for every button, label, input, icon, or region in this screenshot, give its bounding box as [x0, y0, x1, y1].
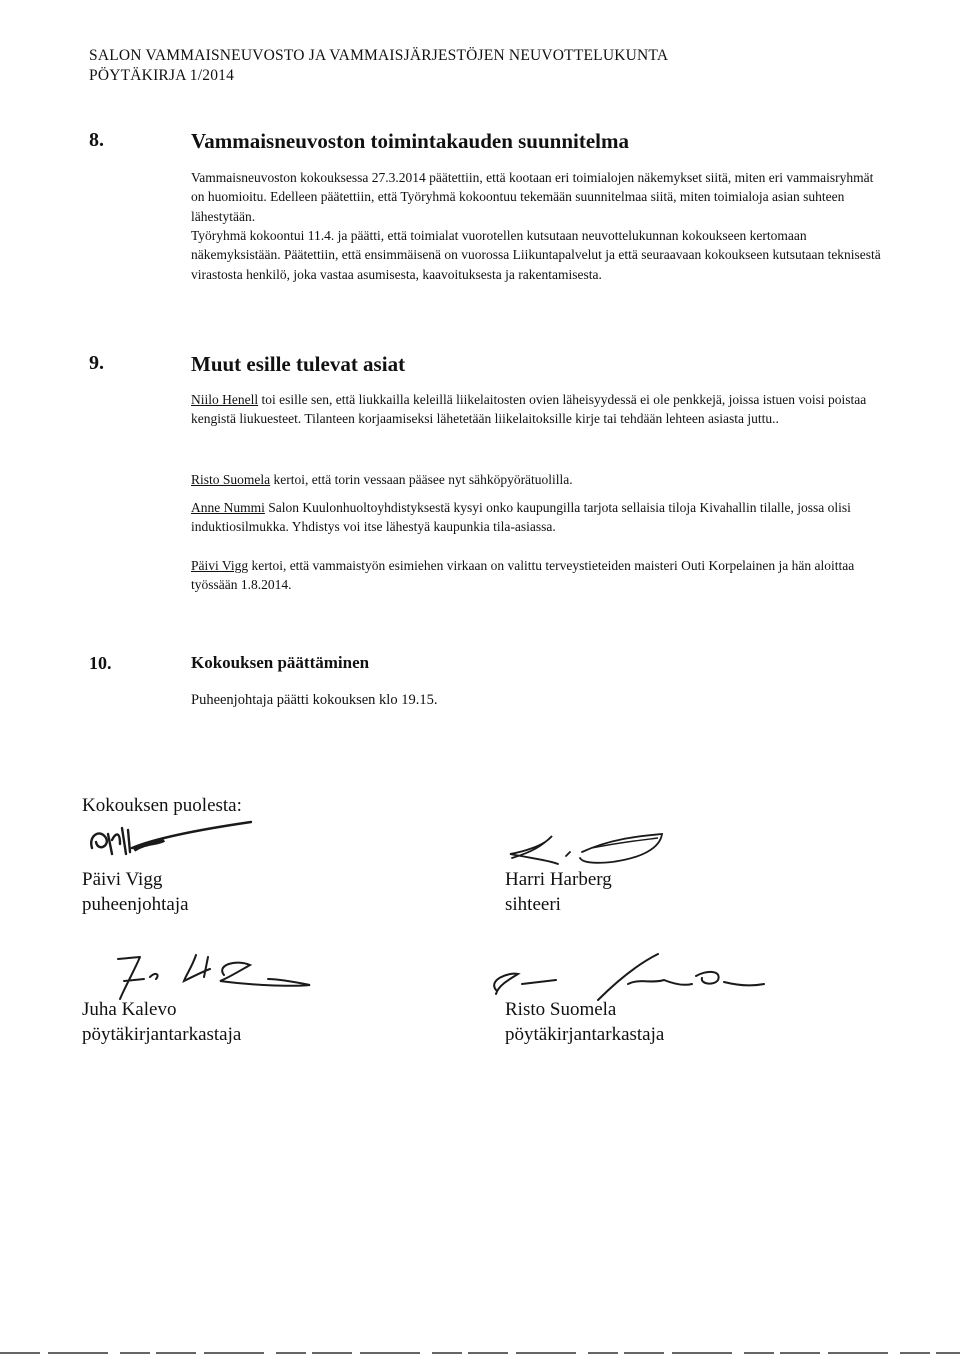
- section-8-title: Vammaisneuvoston toimintakauden suunnitelma: [191, 129, 629, 153]
- signature-vigg-icon: [86, 818, 256, 868]
- section-9-title: Muut esille tulevat asiat: [191, 352, 406, 376]
- person-name: Niilo Henell: [191, 392, 259, 407]
- signer-vigg: [82, 867, 189, 917]
- item-text: toi esille sen, että liukkailla keleillä liikelaitosten ovien läheisyydessä ei ole penkkejä, joissa istuen voisi poistaa kengistä liukuesteet. Tilanteen korjaamiseksi lähetetään liikelaitoksille kirje tai tehdään lehteen asiasta juttu..: [191, 392, 867, 427]
- on-behalf-label: Kokouksen puolesta:: [82, 795, 242, 816]
- signer-role: pöytäkirjantarkastaja: [505, 1024, 665, 1045]
- item-text: kertoi, että vammaistyön esimiehen virkaan on valittu terveystieteiden maisteri Outi Korpelainen ja hän aloittaa työssään 1.8.2014.: [191, 558, 855, 593]
- signer-harberg: [505, 867, 612, 917]
- person-name: Anne Nummi: [191, 500, 265, 515]
- section-9-item-suomela: [191, 470, 881, 489]
- person-name: Päivi Vigg: [191, 558, 249, 573]
- section-9-item-nummi: [191, 498, 881, 537]
- signer-name: Risto Suomela: [505, 999, 617, 1020]
- item-text: Salon Kuulonhuoltoyhdistyksestä kysyi onko kaupungilla tarjota sellaisia tiloja Kivahallin tilalle, jossa olisi induktiosilmukka. Yhdistys voi itse lähestyä kaupunkia tila-asiassa.: [191, 500, 851, 535]
- section-9-item-henell: [191, 390, 881, 429]
- section-9-number: 9.: [89, 352, 104, 374]
- signer-suomela: [505, 997, 664, 1047]
- signer-kalevo: [82, 997, 241, 1047]
- signer-role: pöytäkirjantarkastaja: [82, 1024, 242, 1045]
- person-name: Risto Suomela: [191, 472, 271, 487]
- section-8-paragraph-2: Työryhmä kokoontui 11.4. ja päätti, että toimialat vuorotellen kutsutaan neuvottelukunnan kokoukseen kertomaan näkemyksistään. Päätettiin, että ensimmäisenä on vuorossa Liikuntapalvelut ja että seuraavaan kokoukseen kutsutaan teknisestä virastosta henkilö, joka vastaa asumisesta, kaavoituksesta ja rakentamisesta.: [191, 228, 881, 282]
- signature-kalevo-icon: [100, 945, 320, 1005]
- signer-name: Juha Kalevo: [82, 999, 177, 1020]
- header-minutes-number: PÖYTÄKIRJA 1/2014: [89, 67, 235, 84]
- header-organization: SALON VAMMAISNEUVOSTO JA VAMMAISJÄRJESTÖJEN NEUVOTTELUKUNTA: [89, 47, 669, 64]
- item-text: kertoi, että torin vessaan pääsee nyt sähköpyörätuolilla.: [270, 472, 573, 487]
- section-10-paragraph: Puheenjohtaja päätti kokouksen klo 19.15.: [191, 692, 438, 708]
- section-8-number: 8.: [89, 129, 104, 151]
- scan-edge-divider: [0, 1352, 960, 1354]
- signer-role: sihteeri: [505, 894, 561, 915]
- section-10-title: Kokouksen päättäminen: [191, 653, 370, 672]
- section-8-paragraph-1: Vammaisneuvoston kokouksessa 27.3.2014 päätettiin, että kootaan eri toimialojen näkemykset siitä, miten eri vammaisryhmät on huomioitu. Edelleen päätettiin, että Työryhmä kokoontuu tekemään suunnitelmaa siitä, miten toimialoja asian suhteen lähestytään.: [191, 170, 874, 224]
- section-9-item-vigg: [191, 556, 881, 595]
- signer-role: puheenjohtaja: [82, 894, 189, 915]
- signer-name: Päivi Vigg: [82, 869, 163, 890]
- signer-name: Harri Harberg: [505, 869, 612, 890]
- section-10-number: 10.: [89, 653, 112, 673]
